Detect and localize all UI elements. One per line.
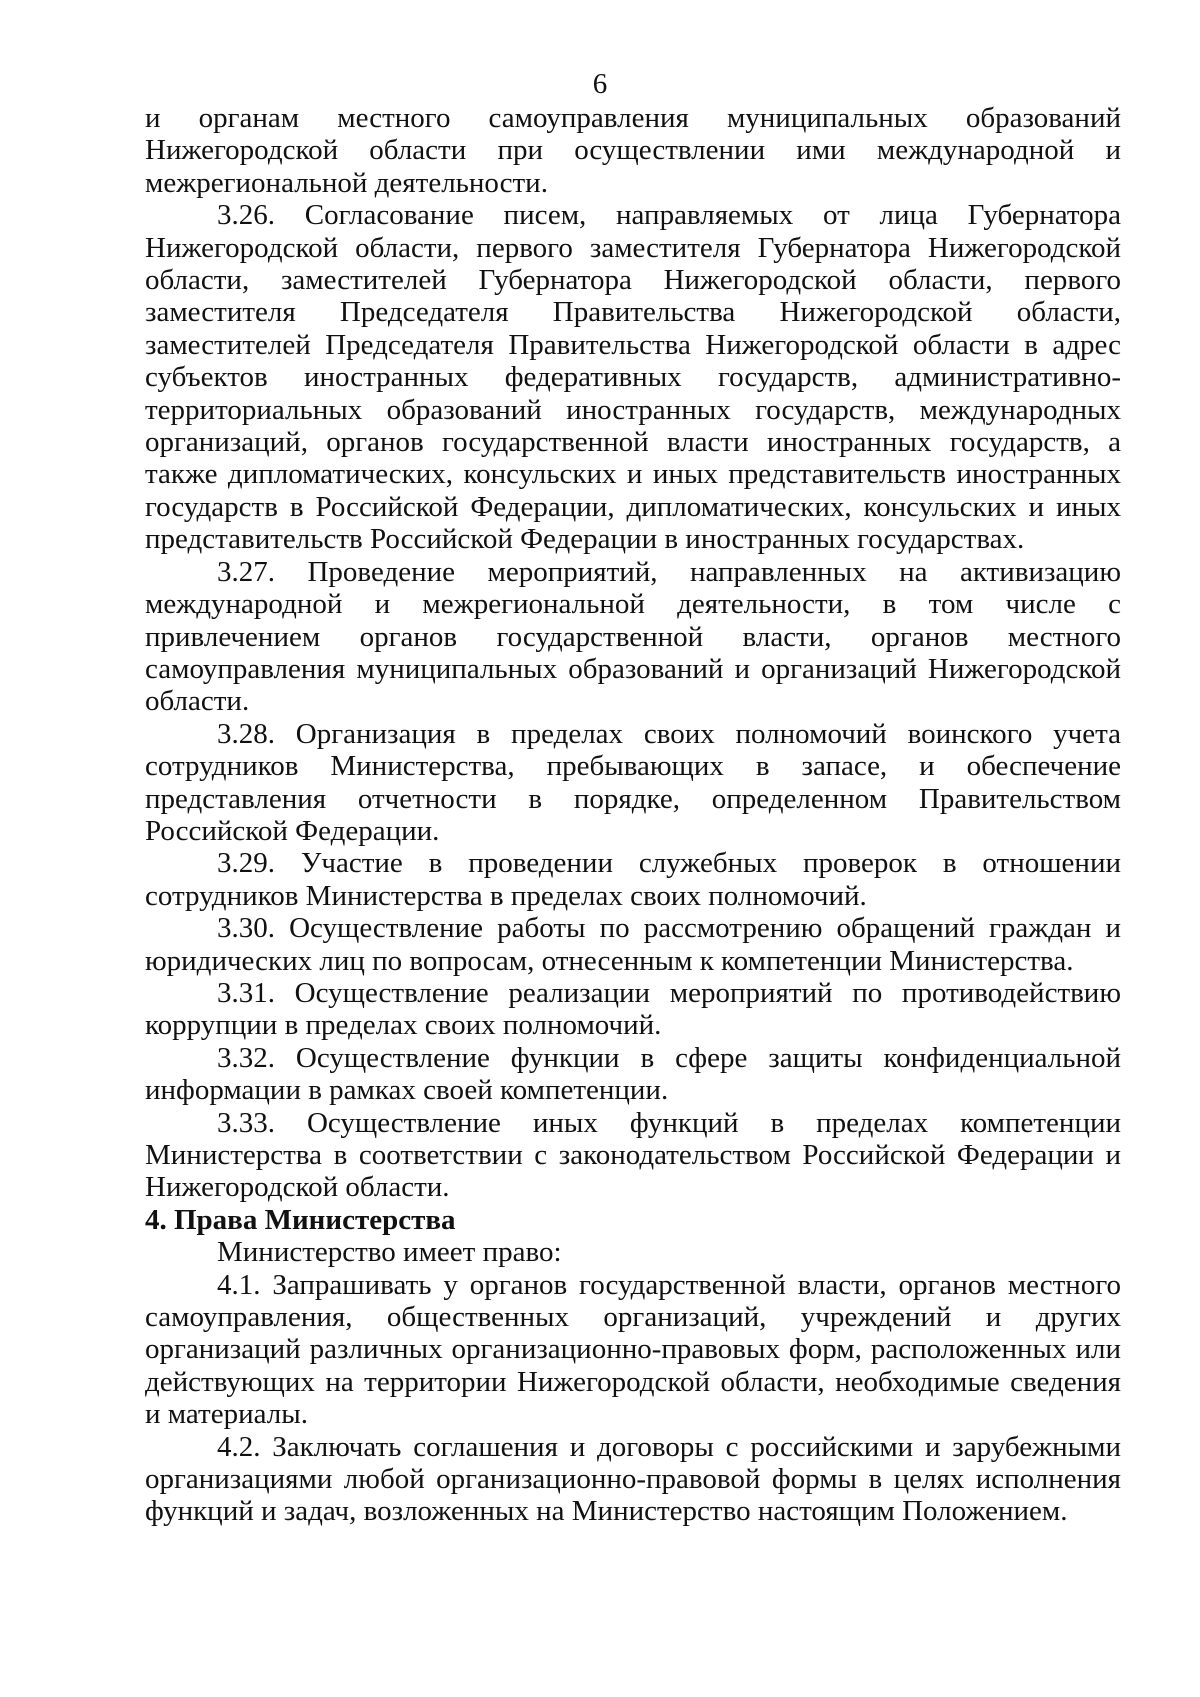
paragraph-3-28: 3.28. Организация в пределах своих полномочий воинского учета сотрудников Министерства, пребывающих в запасе, и обеспечение представления отчетности в порядке, определенном Правительством Российской Федерации.	[145, 717, 1121, 847]
page-number: 6	[592, 68, 608, 100]
paragraph-3-33: 3.33. Осуществление иных функций в пределах компетенции Министерства в соответствии с законодательством Российской Федерации и Нижегородской области.	[145, 1106, 1121, 1204]
paragraph-3-26: 3.26. Согласование писем, направляемых от лица Губернатора Нижегородской области, первого заместителя Губернатора Нижегородской области, заместителей Губернатора Нижегородской области, первого заместителя Председателя Правительства Нижегородской области, заместителей Председателя Правительства Нижегородской области в адрес субъектов иностранных федеративных государств, административно-территориальных образований иностранных государств, международных организаций, органов государственной власти иностранных государств, а также дипломатических, консульских и иных представительств иностранных государств в Российской Федерации, дипломатических, консульских и иных представительств Российской Федерации в иностранных государствах.	[145, 199, 1121, 556]
document-body	[145, 102, 1121, 1528]
paragraph-4-1: 4.1. Запрашивать у органов государственной власти, органов местного самоуправления, общественных организаций, учреждений и других организаций различных организационно-правовых форм, расположенных или действующих на территории Нижегородской области, необходимые сведения и материалы.	[145, 1268, 1121, 1431]
paragraph-4-2: 4.2. Заключать соглашения и договоры с российскими и зарубежными организациями любой организационно-правовой формы в целях исполнения функций и задач, возложенных на Министерство настоящим Положением.	[145, 1430, 1121, 1528]
paragraph-3-27: 3.27. Проведение мероприятий, направленных на активизацию международной и межрегиональной деятельности, в том числе с привлечением органов государственной власти, органов местного самоуправления муниципальных образований и организаций Нижегородской области.	[145, 555, 1121, 718]
section-4-heading: 4. Права Министерства	[145, 1203, 456, 1236]
paragraph-4-intro: Министерство имеет право:	[217, 1236, 562, 1269]
paragraph-3-31: 3.31. Осуществление реализации мероприятий по противодействию коррупции в пределах своих полномочий.	[145, 976, 1121, 1042]
paragraph-3-32: 3.32. Осуществление функции в сфере защиты конфиденциальной информации в рамках своей компетенции.	[145, 1041, 1121, 1107]
paragraph-continuation: и органам местного самоуправления муниципальных образований Нижегородской области при осуществлении ими международной и межрегиональной деятельности.	[145, 102, 1121, 199]
paragraph-3-29: 3.29. Участие в проведении служебных проверок в отношении сотрудников Министерства в пределах своих полномочий.	[145, 847, 1121, 912]
paragraph-3-30: 3.30. Осуществление работы по рассмотрению обращений граждан и юридических лиц по вопросам, отнесенным к компетенции Министерства.	[145, 912, 1121, 977]
